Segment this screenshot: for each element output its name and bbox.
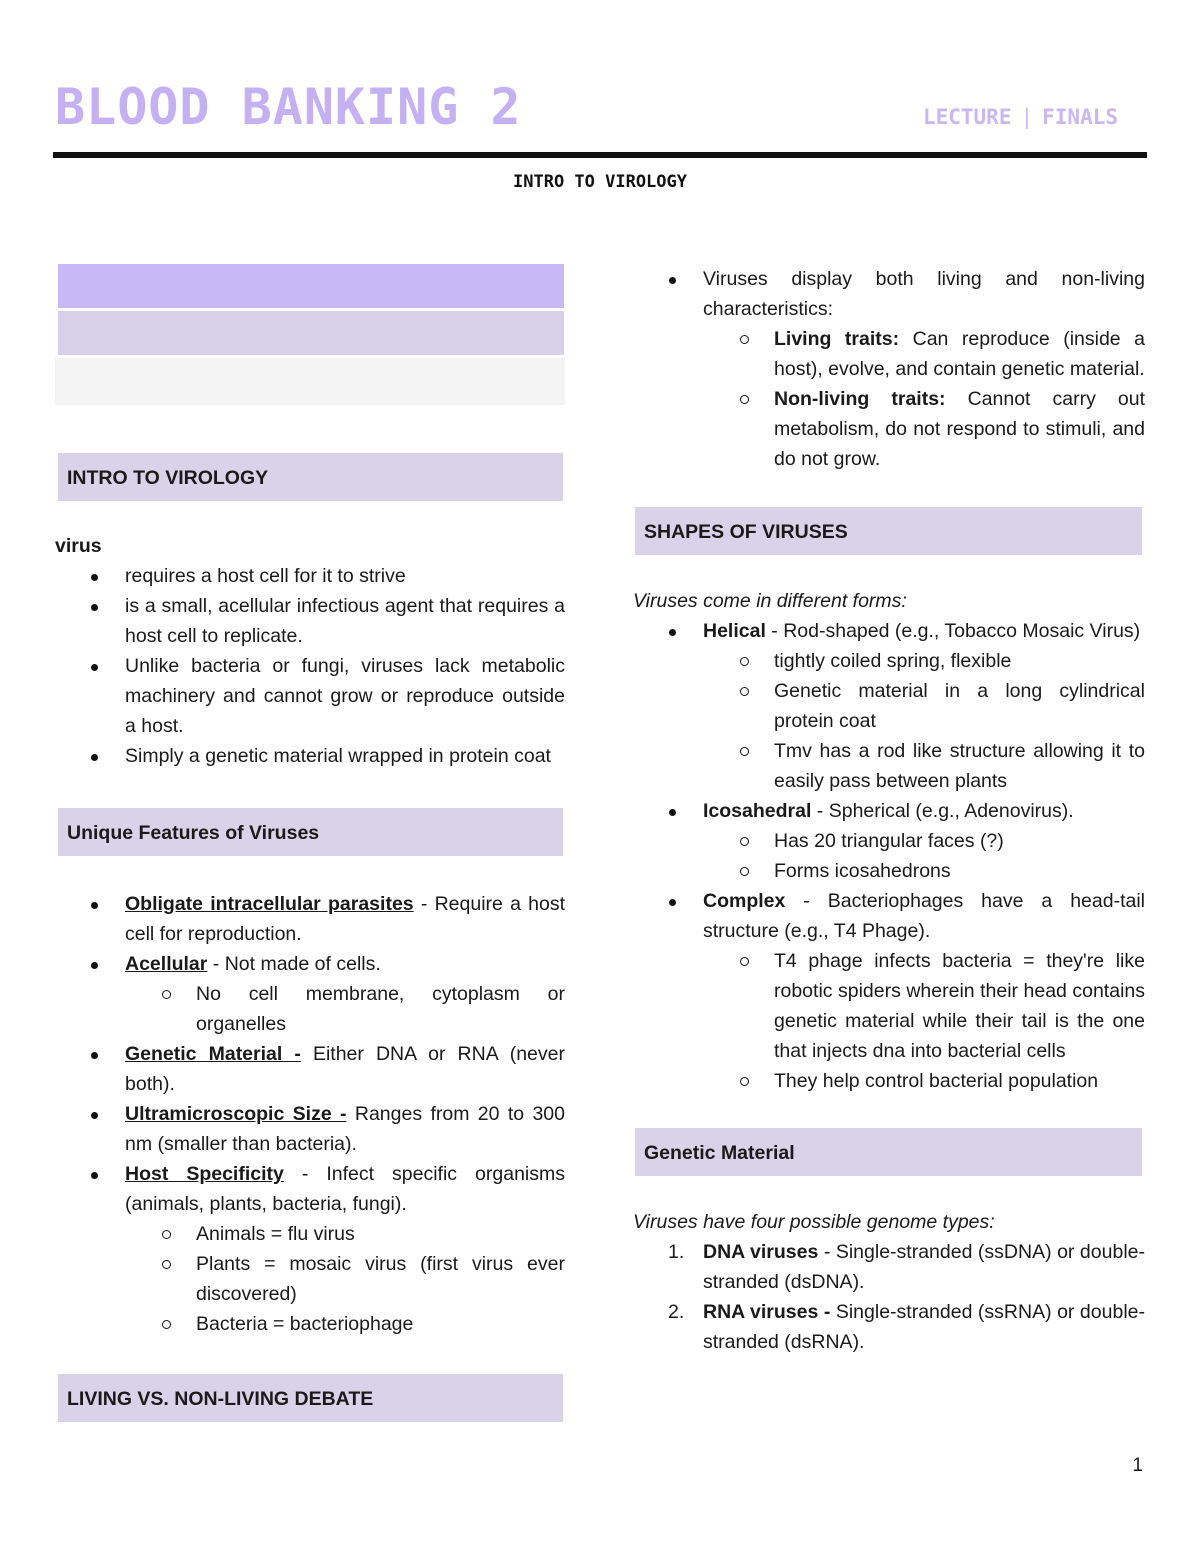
- shape-term: Icosahedral: [703, 800, 812, 822]
- genome-term: RNA viruses -: [703, 1301, 831, 1323]
- genome-term: DNA viruses: [703, 1241, 819, 1263]
- living-label: Living traits:: [774, 328, 900, 350]
- sub-list-item: Bacteria = bacteriophage: [125, 1309, 565, 1339]
- shape-term: Helical: [703, 620, 766, 642]
- sub-list-item: T4 phage infects bacteria = they're like robotic spiders wherein their head contains genetic material while their tail is the one that injects dna into bacterial cells: [703, 946, 1145, 1066]
- genome-types-list: [633, 1237, 1145, 1357]
- list-item: [703, 264, 1145, 474]
- feature-term: Acellular: [125, 953, 208, 975]
- list-item: Simply a genetic material wrapped in protein coat: [125, 741, 565, 771]
- genome-desc: Single-stranded (ssRNA) or double-stranded (dsRNA).: [703, 1301, 1145, 1353]
- feature-term: Obligate intracellular parasites: [125, 893, 414, 915]
- feature-term: Genetic Material -: [125, 1043, 301, 1065]
- sub-list: [125, 979, 565, 1039]
- list-item: [125, 949, 565, 1039]
- shapes-intro: Viruses come in different forms:: [633, 590, 907, 612]
- sub-list: [703, 946, 1145, 1096]
- shape-desc: - Rod-shaped (e.g., Tobacco Mosaic Virus): [765, 620, 1141, 642]
- list-item: [703, 616, 1145, 796]
- header-rule: [53, 152, 1147, 158]
- virus-term: virus: [55, 535, 102, 557]
- debate-point: Viruses display both living and non-living characteristics:: [703, 268, 1145, 320]
- sub-list-item: Forms icosahedrons: [703, 856, 1145, 886]
- sub-list: [703, 646, 1145, 796]
- shape-term: Complex: [703, 890, 786, 912]
- feature-desc: - Require a host cell for reproduction.: [125, 893, 566, 945]
- list-item: is a small, acellular infectious agent that requires a host cell to replicate.: [125, 591, 565, 651]
- finals-label: FINALS: [1042, 105, 1118, 129]
- section-header-shapes: SHAPES OF VIRUSES: [635, 507, 1142, 555]
- document-subtitle: [923, 105, 1118, 129]
- nonliving-label: Non-living traits:: [774, 388, 946, 410]
- sub-list-item: [703, 384, 1145, 474]
- topic-heading: INTRO TO VIROLOGY: [513, 172, 687, 192]
- living-desc: Can reproduce (inside a host), evolve, and contain genetic material.: [774, 328, 1145, 380]
- list-item: [668, 1297, 1145, 1357]
- sub-list-item: [703, 324, 1145, 384]
- section-header-unique-features: Unique Features of Viruses: [58, 808, 563, 856]
- sub-list-item: Genetic material in a long cylindrical protein coat: [703, 676, 1145, 736]
- genome-desc: - Single-stranded (ssDNA) or double-stranded (dsDNA).: [703, 1241, 1145, 1293]
- sub-list-item: Animals = flu virus: [125, 1219, 565, 1249]
- page-number: 1: [1132, 1455, 1143, 1476]
- right-column: [633, 264, 1145, 1357]
- sub-list-item: tightly coiled spring, flexible: [703, 646, 1145, 676]
- legend-bar-primary: [58, 264, 564, 308]
- list-item: [125, 1039, 565, 1099]
- list-number: 1.: [668, 1241, 685, 1263]
- sub-list: [703, 324, 1145, 474]
- feature-desc: Either DNA or RNA (never both).: [125, 1043, 565, 1095]
- feature-term: Host Specificity: [125, 1163, 284, 1185]
- shape-desc: - Spherical (e.g., Adenovirus).: [811, 800, 1074, 822]
- list-item: [125, 889, 565, 949]
- list-item: [125, 1159, 565, 1339]
- legend-bar-secondary: [58, 311, 564, 355]
- sub-list-item: No cell membrane, cytoplasm or organelles: [125, 979, 565, 1039]
- section-header-intro: INTRO TO VIROLOGY: [58, 453, 563, 501]
- legend-bar-tertiary: [55, 358, 565, 405]
- genetic-intro: Viruses have four possible genome types:: [633, 1211, 995, 1233]
- virus-definition-list: [55, 561, 565, 771]
- shape-desc: - Bacteriophages have a head-tail structure (e.g., T4 Phage).: [703, 890, 1145, 942]
- sub-list-item: Plants = mosaic virus (first virus ever discovered): [125, 1249, 565, 1309]
- sub-list-item: Has 20 triangular faces (?): [703, 826, 1145, 856]
- list-item: requires a host cell for it to strive: [125, 561, 565, 591]
- feature-desc: - Not made of cells.: [207, 953, 381, 975]
- sub-list-item: Tmv has a rod like structure allowing it to easily pass between plants: [703, 736, 1145, 796]
- document-title: BLOOD BANKING 2: [55, 78, 522, 136]
- subtitle-separator: |: [1020, 105, 1034, 129]
- list-item: Unlike bacteria or fungi, viruses lack metabolic machinery and cannot grow or reproduce outside a host.: [125, 651, 565, 741]
- list-item: [703, 796, 1145, 886]
- section-header-genetic-material: Genetic Material: [635, 1128, 1142, 1176]
- nonliving-desc: Cannot carry out metabolism, do not respond to stimuli, and do not grow.: [774, 388, 1145, 470]
- sub-list-item: They help control bacterial population: [703, 1066, 1145, 1096]
- color-legend: [58, 264, 564, 405]
- list-number: 2.: [668, 1301, 685, 1323]
- unique-features-list: [55, 889, 565, 1339]
- list-item: [703, 886, 1145, 1096]
- list-item: [668, 1237, 1145, 1297]
- debate-list: [633, 264, 1145, 474]
- left-column: [55, 264, 565, 1422]
- sub-list: [125, 1219, 565, 1339]
- sub-list: [703, 826, 1145, 886]
- feature-desc: - Infect specific organisms (animals, plants, bacteria, fungi).: [125, 1163, 565, 1215]
- shapes-list: [633, 616, 1145, 1096]
- feature-term: Ultramicroscopic Size -: [125, 1103, 347, 1125]
- feature-desc: Ranges from 20 to 300 nm (smaller than bacteria).: [125, 1103, 565, 1155]
- list-item: [125, 1099, 565, 1159]
- lecture-label: LECTURE: [922, 105, 1012, 129]
- section-header-debate: LIVING VS. NON-LIVING DEBATE: [58, 1374, 563, 1422]
